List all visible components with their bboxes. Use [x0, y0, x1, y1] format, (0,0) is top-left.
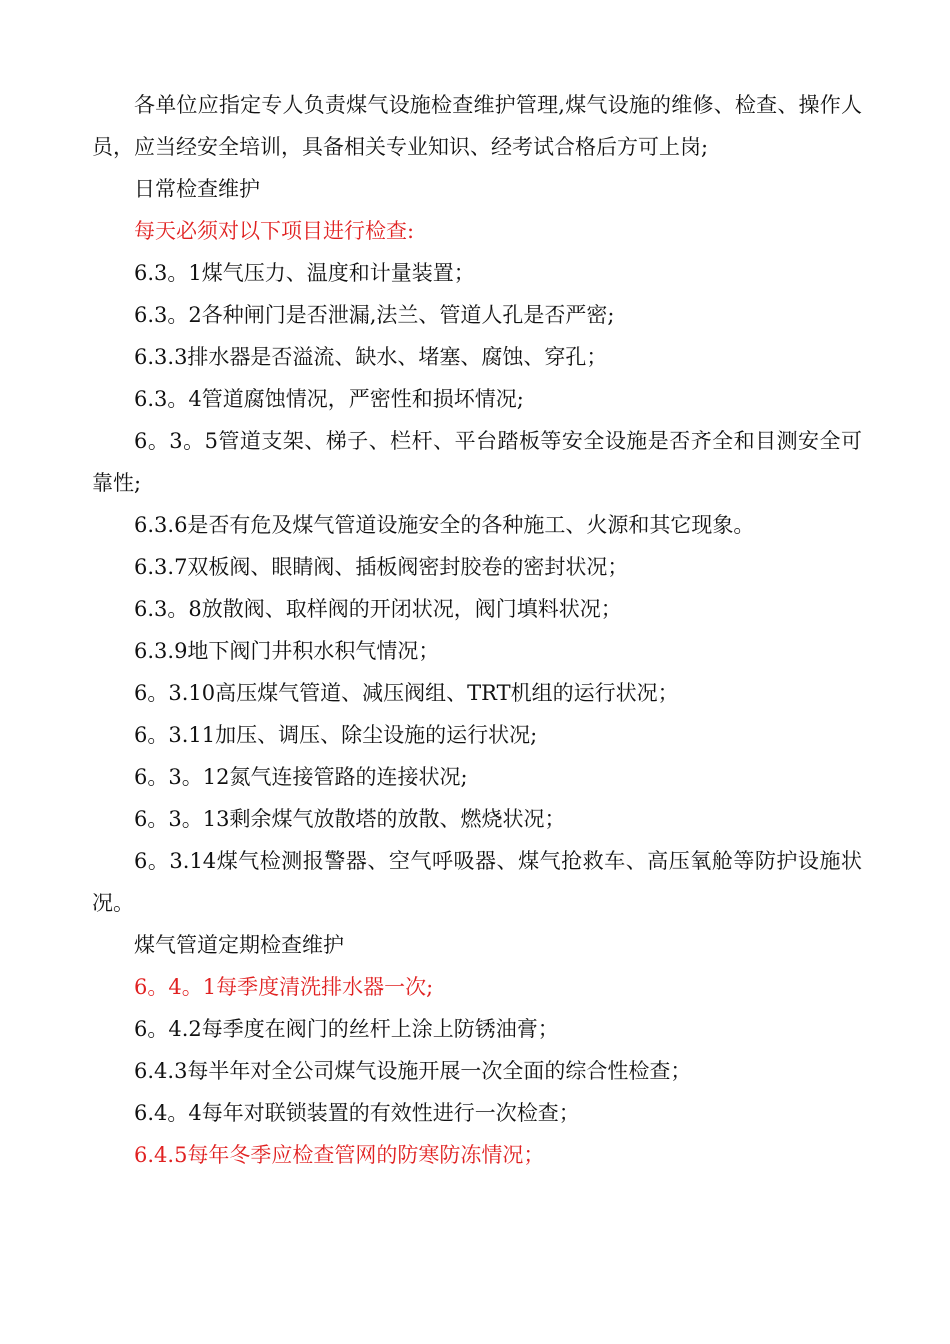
list-item: 6。4.2每季度在阀门的丝杆上涂上防锈油膏；	[134, 1017, 559, 1041]
list-item: 6.3。8放散阀、取样阀的开闭状况，阀门填料状况；	[134, 597, 622, 621]
section-heading-periodic: 煤气管道定期检查维护	[134, 933, 344, 957]
list-item: 6。3。12氮气连接管路的连接状况;	[134, 765, 468, 789]
section-heading-daily: 日常检查维护	[134, 177, 260, 201]
list-item: 6.3.3排水器是否溢流、缺水、堵塞、腐蚀、穿孔；	[134, 345, 608, 369]
intro-paragraph: 各单位应指定专人负责煤气设施检查维护管理,煤气设施的维修、检查、操作人员，应当经安全培训，具备相关专业知识、经考试合格后方可上岗;	[92, 93, 862, 159]
list-item: 6.3。1煤气压力、温度和计量装置；	[134, 261, 475, 285]
list-item: 6。3。5管道支架、梯子、栏杆、平台踏板等安全设施是否齐全和目测安全可靠性;	[92, 429, 862, 495]
list-item: 6.4.3每半年对全公司煤气设施开展一次全面的综合性检查；	[134, 1059, 692, 1083]
document-body	[92, 84, 862, 1176]
list-item: 6.3.7双板阀、眼睛阀、插板阀密封胶卷的密封状况；	[134, 555, 629, 579]
list-item: 6.3.6是否有危及煤气管道设施安全的各种施工、火源和其它现象。	[134, 513, 755, 537]
list-item: 6.3。4管道腐蚀情况，严密性和损坏情况;	[134, 387, 524, 411]
daily-check-instruction: 每天必须对以下项目进行检查:	[134, 219, 415, 243]
list-item: 6。3.11加压、调压、除尘设施的运行状况;	[134, 723, 538, 747]
list-item-highlighted: 6.4.5每年冬季应检查管网的防寒防冻情况；	[134, 1143, 545, 1167]
list-item: 6。3。13剩余煤气放散塔的放散、燃烧状况；	[134, 807, 566, 831]
list-item: 6。3.10高压煤气管道、减压阀组、TRT机组的运行状况；	[134, 681, 679, 705]
list-item-highlighted: 6。4。1每季度清洗排水器一次;	[134, 975, 434, 999]
list-item: 6.3.9地下阀门井积水积气情况；	[134, 639, 440, 663]
list-item: 6.3。2各种闸门是否泄漏,法兰、管道人孔是否严密;	[134, 303, 615, 327]
list-item: 6。3.14煤气检测报警器、空气呼吸器、煤气抢救车、高压氧舱等防护设施状况。	[92, 849, 862, 915]
list-item: 6.4。4每年对联锁装置的有效性进行一次检查；	[134, 1101, 580, 1125]
